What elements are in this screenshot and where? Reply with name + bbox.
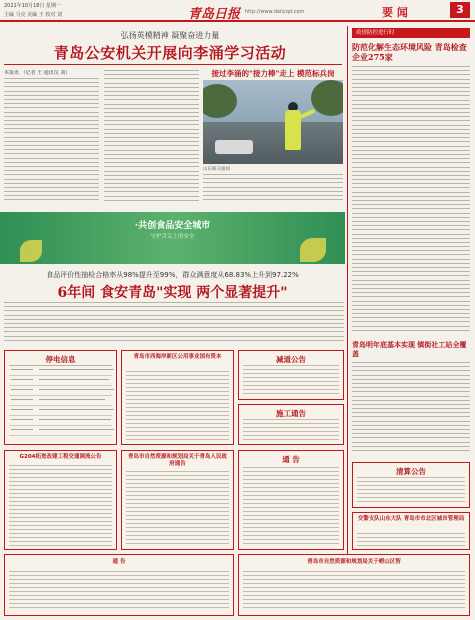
power-outage-title: 停电信息 <box>45 355 76 364</box>
tender-1-title: 青岛市西海岸新区公用事业国有资本 <box>133 354 222 360</box>
traffic-officer-photo <box>203 80 343 164</box>
right-column-body <box>352 66 470 336</box>
notice-title: 通 告 <box>282 455 300 464</box>
editors-line: 主编 马克 美编 王 校对 刘 <box>4 12 62 18</box>
mid-kicker: 食品评价性抽检合格率从98%提升至99%，群众满意度从68.83%上升到97.22% <box>46 271 299 279</box>
banner-subtitle: 守护舌尖上的安全 <box>150 234 195 240</box>
lead-body-col2 <box>104 70 199 206</box>
power-outage-box <box>4 350 117 445</box>
loss-notice-box <box>352 512 470 550</box>
bottom-notice-box-right <box>238 554 470 616</box>
lead-headline: 青岛公安机关开展向李涌学习活动 <box>53 44 287 62</box>
photo-story-body <box>203 174 343 206</box>
lead-byline: 本报讯 （记者 王 通讯员 刘） <box>4 70 71 76</box>
tender-box-2 <box>121 450 234 550</box>
tender-3-title: 青岛市自然资源和规划局关于崂山区智 <box>307 559 401 565</box>
road-notice-title: G204拓宽改建工程交通调流公告 <box>19 454 102 460</box>
clearance-notice-box <box>352 462 470 508</box>
right-column-tag: 疫情防控进行时 <box>352 28 470 38</box>
page-number: 3 <box>450 2 470 18</box>
lead-body-col1 <box>4 78 99 206</box>
lead-kicker: 弘扬英模精神 凝聚奋进力量 <box>120 31 220 40</box>
newspaper-logo: 青岛日报 <box>188 7 241 22</box>
tender-box-1 <box>121 350 234 445</box>
masthead <box>0 0 475 22</box>
traffic-notice-title: 减道公告 <box>276 355 306 364</box>
bottom-notice-box-left <box>4 554 234 616</box>
photo-story-headline: 接过李涌的"接力棒"走上 模范标兵岗 <box>211 69 335 78</box>
right-column-second-body <box>352 362 470 458</box>
banner-title: ·共创食品安全城市 <box>134 221 211 231</box>
newspaper-url[interactable]: http://www.dailyqd.com <box>245 9 305 15</box>
bottom-notice-title: 通 告 <box>112 559 126 565</box>
notice-box <box>238 450 344 550</box>
mid-story-body <box>4 302 344 346</box>
right-column-second-headline: 青岛明年底基本实现 镇街社工站全覆盖 <box>352 340 467 358</box>
power-outage-table <box>9 365 112 436</box>
mid-headline: 6年间 食安青岛"实现 两个显著提升" <box>57 285 288 301</box>
food-safety-banner <box>0 212 345 264</box>
column-divider <box>347 26 348 616</box>
issue-date: 2021年10月18日 星期一 <box>4 3 62 9</box>
traffic-notice-box <box>238 350 344 400</box>
clearance-notice-title: 清算公告 <box>396 467 426 476</box>
loss-notice-title: 交警支队山东大队 青岛市市北区城市管理局 <box>357 516 465 522</box>
road-notice-box <box>4 450 117 550</box>
section-title: 要 闻 <box>382 6 408 19</box>
tender-2-title: 青岛市自然资源和规划局关于青岛人民政府通告 <box>127 454 227 467</box>
headline-rule <box>4 64 342 65</box>
photo-caption: 山东路交通岗 <box>203 167 230 172</box>
right-column-headline: 防范化解生态环境风险 青岛检查企业275家 <box>352 42 467 62</box>
construction-notice-title: 施工通告 <box>276 409 306 418</box>
construction-notice-box <box>238 404 344 445</box>
